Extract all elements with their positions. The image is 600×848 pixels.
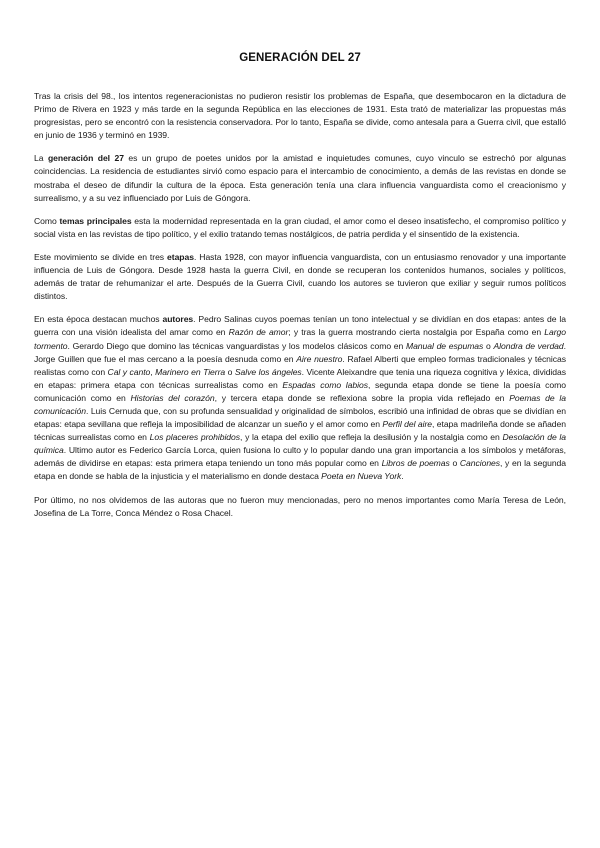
bold-term: generación del 27 (47, 153, 124, 164)
text-run: o (483, 340, 494, 351)
text-run: Este movimiento se divide en tres (34, 251, 168, 262)
work-title: Cal y canto (107, 366, 151, 377)
text-run: es un grupo de poetes unidos por la amistad e inquietudes comunes, cuyo vinculo se estrechó por algunas coincidencias. La residencia de estudiantes sirvió como espacio para el intercambio de conocimiento, a demás de las revistas en donde se mostraba el deseo de difundir la cultura de la época. Esta generación tenía una clara influencia vanguardista como el creacionismo y surrealismo, y a su vez influenciado por Luis de Góngora. (34, 153, 567, 203)
work-title: Los placeres prohibidos (149, 432, 241, 443)
bold-term: temas principales (59, 215, 132, 226)
text-run: . Pedro Salinas cuyos poemas tenían un tono intelectual y se dividían en dos etapas: antes de la guerra con una visión idealista del amar como en (34, 314, 567, 338)
text-run: , etapa madrileña donde se añaden técnicas surrealistas como en (34, 419, 566, 443)
text-run: , segunda etapa donde se tiene la poesía como comunicación como en (34, 379, 566, 403)
work-title: Canciones (459, 458, 501, 469)
bold-term: autores (162, 314, 194, 325)
text-run: esta la modernidad representada en la gran ciudad, el amor como el deseo insatisfecho, el compromiso político y social vista en las revistas de tipo político, y el exilio tratando temas nostálgicos, de patria perdida y el sinsentido de la existencia. (34, 215, 566, 239)
paragraph-women-authors: Por último, no nos olvidemos de las autoras que no fueron muy mencionadas, pero no menos importantes como María Teresa de León, Josefina de La Torre, Conca Méndez o Rosa Chacel. (34, 494, 566, 518)
text-run: , y la etapa del exilio que refleja la desilusión y la nostalgia como en (240, 432, 503, 443)
text-run: ; y tras la guerra mostrando cierta nostalgia por España como en (288, 327, 545, 338)
work-title: Poemas de la comunicación (34, 392, 566, 416)
paragraph-generation (34, 152, 566, 204)
work-title: Razón de amor (228, 327, 289, 338)
text-run: , (150, 366, 156, 377)
work-title: Espadas como labios (282, 379, 368, 390)
paragraph-stages (34, 251, 566, 303)
work-title: Salve los ángeles (234, 366, 302, 377)
work-title: Marinero en Tierra (155, 366, 226, 377)
text-run: En esta época destacan muchos (34, 314, 163, 325)
text-run: . Hasta 1928, con mayor influencia vanguardista, con un entusiasmo renovador y una importante influencia de Luis de Góngora. Desde 1928 hasta la guerra Civil, en donde se recuperan los contenidos humanos, sociales y políticos, además de tratar de rehumanizar el arte. Después de la Guerra Civil, cuando los autores se tuvieron que exiliar y seguir rumos políticos distintos. (34, 251, 566, 302)
work-title: Alondra de verdad (493, 340, 564, 351)
paragraph-intro: Tras la crisis del 98., los intentos regeneracionistas no pudieron resistir los problemas de España, que desembocaron en la dictadura de Primo de Rivera en 1923 y más tarde en la segunda República en las elecciones de 1931. Esta trató de materializar las propuestas más progresistas, pero se encontró con la resistencia conservadora. Por lo tanto, España se divide, como antesala para a Guerra civil, que estalló en junio de 1936 y terminó en 1939. (34, 91, 566, 141)
text-run: . Rafael Alberti que empleo formas tradicionales y técnicas realistas como con (34, 353, 566, 377)
work-title: Aire nuestro (296, 353, 343, 364)
text-run: . Gerardo Diego que domino las técnicas vanguardistas y los modelos clásicos como en (67, 340, 406, 351)
work-title: Largo tormento (34, 327, 566, 351)
work-title: Historias del corazón (130, 392, 215, 403)
text-run: , y tercera etapa donde se reflexiona sobre la propia vida reflejado en (214, 392, 510, 403)
text-run: . Ultimo autor es Federico García Lorca, quien fusiona lo culto y lo popular dando una gran importancia a los símbolos y metáforas, además de dividirse en etapas: esta primera etapa teniendo un tono más popular como en (34, 445, 566, 469)
paragraph-authors (34, 313, 566, 483)
text-run: . Vicente Aleixandre que tenia una riqueza cognitiva y léxica, divididas en etapas: primera etapa con técnicas surrealistas como en (34, 366, 566, 390)
text-run: La (34, 153, 48, 164)
text-run: . Luis Cernuda que, con su profunda sensualidad y originalidad de símbolos, escribió una infinidad de obras que se dividían en etapas: etapa sevillana que refleja la imposibilidad de alcanzar un sueño y el amor como en (34, 405, 566, 430)
text-run: . (401, 471, 404, 482)
work-title: Perfil del aire (382, 419, 432, 430)
paragraph-themes (34, 215, 566, 241)
work-title: Libros de poemas (381, 458, 450, 469)
page-title: GENERACIÓN DEL 27 (239, 52, 361, 64)
text-run: , y en la segunda etapa en donde se habla de la injusticia y el materialismo en donde destaca (34, 458, 567, 482)
bold-term: etapas (167, 251, 194, 262)
text-run: . Jorge Guillen que fue el mas cercano a la poesía desnuda como en (34, 340, 566, 364)
text-run: o (225, 366, 235, 377)
work-title: Poeta en Nueva York (321, 471, 402, 482)
work-title: Desolación de la química (34, 432, 566, 456)
text-run: Como (34, 215, 60, 226)
work-title: Manual de espumas (405, 340, 484, 351)
text-run: o (449, 458, 460, 469)
